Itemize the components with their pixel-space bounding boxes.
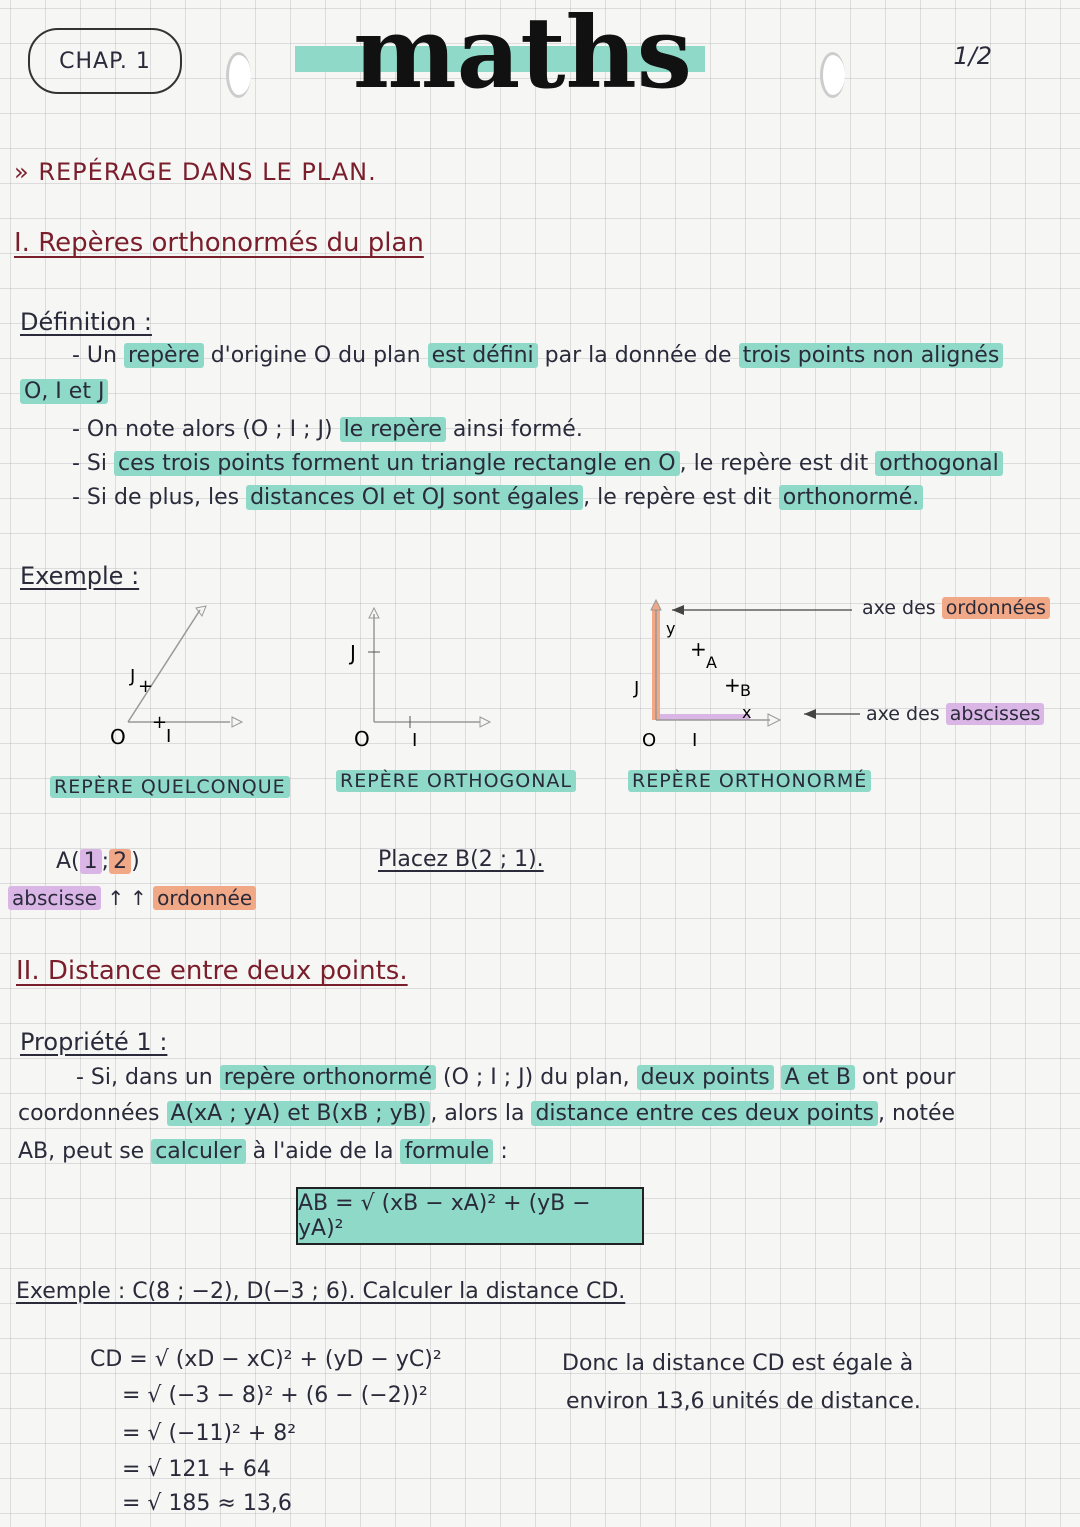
calc-step-1: CD = √ (xD − xC)² + (yD − yC)² <box>90 1347 442 1372</box>
t: coordonnées <box>18 1101 160 1126</box>
calc-step-5: = √ 185 ≈ 13,6 <box>122 1491 292 1516</box>
label-O: O <box>642 730 657 750</box>
label-J: J <box>634 678 640 699</box>
t: distance entre ces deux points <box>531 1101 878 1126</box>
t: - Si, dans un <box>76 1065 213 1090</box>
page-number: 1/2 <box>953 42 992 70</box>
label-x: x <box>742 703 752 722</box>
def-line-1 <box>72 342 1003 370</box>
t: le repère <box>340 417 446 442</box>
t: distances OI et OJ sont égales <box>246 485 583 510</box>
def-line-2 <box>20 378 108 406</box>
property-label: Propriété 1 : <box>20 1028 168 1056</box>
label-B: B <box>740 681 751 700</box>
t: ordonnées <box>942 597 1050 619</box>
t: ainsi formé. <box>452 417 583 442</box>
t: repère orthonormé <box>220 1065 436 1090</box>
t: axe des <box>866 703 940 725</box>
calc-step-3: = √ (−11)² + 8² <box>122 1421 297 1446</box>
t: : <box>500 1139 508 1164</box>
caption-orthonorme <box>628 770 871 792</box>
def-line-4 <box>72 450 1003 478</box>
t: 2 <box>109 849 131 874</box>
t: AB, peut se <box>18 1139 145 1164</box>
t: orthogonal <box>875 451 1003 476</box>
t: à l'aide de la <box>252 1139 394 1164</box>
example-label: Exemple : <box>20 562 140 590</box>
label-J: J <box>130 666 136 687</box>
t: A et B <box>781 1065 855 1090</box>
t: REPÈRE ORTHONORMÉ <box>628 770 871 792</box>
chapter-badge <box>28 28 182 94</box>
t: ont pour <box>861 1065 956 1090</box>
axis-y-note <box>862 594 1050 622</box>
t: - Si <box>72 451 108 476</box>
page-title <box>295 0 715 124</box>
t: formule <box>400 1139 493 1164</box>
example2-statement: Exemple : C(8 ; −2), D(−3 ; 6). Calculer la distance CD. <box>16 1279 626 1304</box>
axis-arrow <box>480 717 490 727</box>
calc-step-4: = √ 121 + 64 <box>122 1457 271 1482</box>
caption-orthogonal <box>336 770 576 792</box>
t: d'origine O du plan <box>210 343 421 368</box>
t: - On note alors (O ; I ; J) <box>72 417 333 442</box>
pointer-arrow <box>672 605 684 615</box>
diagram-orthogonal <box>340 600 510 750</box>
t: orthonormé. <box>779 485 924 510</box>
title-text: maths <box>353 0 692 111</box>
exercise-place-B: Placez B(2 ; 1). <box>378 847 544 872</box>
prop-line-2 <box>18 1100 955 1128</box>
distance-formula-box <box>296 1187 644 1245</box>
binder-hole-left <box>226 52 251 98</box>
label-A: A <box>706 653 717 672</box>
label-y: y <box>666 619 676 638</box>
t: , le repère est dit <box>679 451 869 476</box>
def-line-5 <box>72 484 923 512</box>
calc-step-2: = √ (−3 − 8)² + (6 − (−2))² <box>122 1383 428 1408</box>
t: O, I et J <box>20 379 108 404</box>
caption-quelconque <box>50 776 290 798</box>
part1-heading: I. Repères orthonormés du plan <box>14 228 424 258</box>
prop-line-3 <box>18 1138 508 1166</box>
formula-text: AB = √ (xB − xA)² + (yB − yA)² <box>298 1191 591 1241</box>
chapter-label: CHAP. 1 <box>59 48 151 74</box>
t: REPÈRE ORTHOGONAL <box>336 770 576 792</box>
t: est défini <box>428 343 538 368</box>
t: repère <box>124 343 204 368</box>
t: , alors la <box>430 1101 525 1126</box>
label-I: I <box>412 730 418 750</box>
definition-label: Définition : <box>20 308 152 336</box>
t: A(xA ; yA) et B(xB ; yB) <box>167 1101 431 1126</box>
label-O: O <box>354 727 370 750</box>
t: REPÈRE QUELCONQUE <box>50 776 290 798</box>
label-J: J <box>350 641 356 665</box>
prop-line-1 <box>76 1064 955 1092</box>
pointer-arrow <box>804 709 816 719</box>
t: axe des <box>862 597 936 619</box>
t: trois points non alignés <box>739 343 1004 368</box>
abscisse-note: abscisse ↑ <box>8 884 124 912</box>
t: par la donnée de <box>544 343 732 368</box>
t: abscisse <box>8 886 101 910</box>
ordonnee-note: ↑ ordonnée <box>130 884 256 912</box>
t: , notée <box>878 1101 956 1126</box>
section-title: » REPÉRAGE DANS LE PLAN. <box>14 158 377 186</box>
label-I: I <box>166 726 172 747</box>
point-B-mark: + <box>724 673 741 697</box>
t: calculer <box>151 1139 245 1164</box>
x-axis-highlight <box>660 714 750 720</box>
t: 1 <box>80 849 102 874</box>
part2-heading: II. Distance entre deux points. <box>16 956 408 986</box>
t: ; <box>101 849 110 874</box>
point-A-mark: + <box>690 637 707 661</box>
t: ordonnée <box>153 886 256 910</box>
t: deux points <box>637 1065 774 1090</box>
axis-arrow <box>651 600 661 610</box>
t: ) <box>131 849 140 874</box>
conclusion-line-1: Donc la distance CD est égale à <box>562 1351 914 1376</box>
t: - Si de plus, les <box>72 485 240 510</box>
t: , le repère est dit <box>583 485 772 510</box>
def-line-3 <box>72 416 583 444</box>
tick-mark: + <box>152 712 168 733</box>
conclusion-line-2: environ 13,6 unités de distance. <box>566 1389 921 1414</box>
axis-arrow <box>232 717 242 727</box>
binder-hole-right <box>820 52 845 98</box>
tick-mark: + <box>138 676 154 697</box>
oblique-axis <box>128 610 200 722</box>
t: (O ; I ; J) du plan, <box>442 1065 630 1090</box>
label-O: O <box>110 725 126 749</box>
t: A( <box>56 849 80 874</box>
point-A-coords <box>56 848 140 876</box>
t: abscisses <box>946 703 1045 725</box>
label-I: I <box>692 730 698 750</box>
t: ces trois points forment un triangle rectangle en O <box>114 451 680 476</box>
t: - Un <box>72 343 117 368</box>
axis-x-note <box>866 700 1044 728</box>
diagram-quelconque <box>100 600 260 750</box>
